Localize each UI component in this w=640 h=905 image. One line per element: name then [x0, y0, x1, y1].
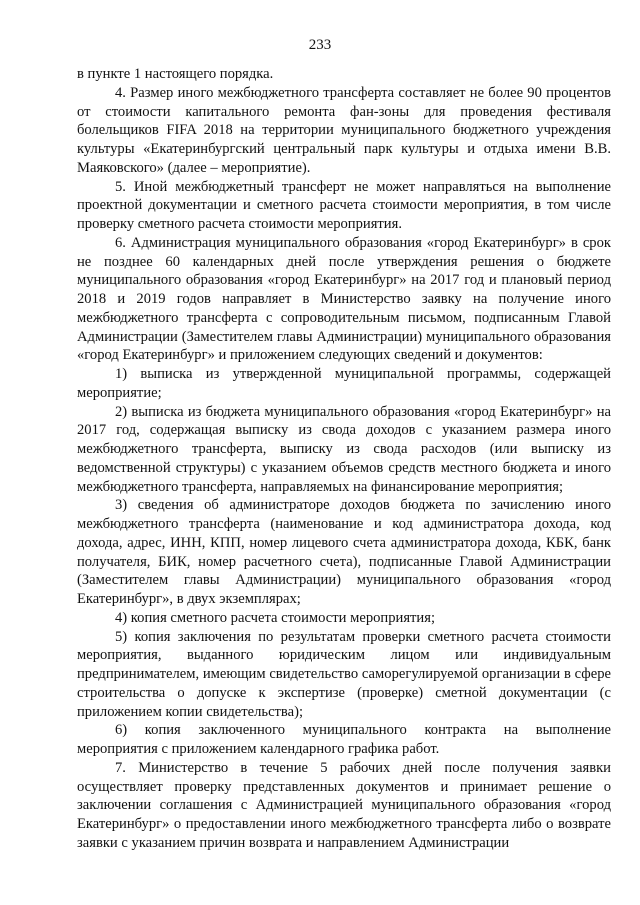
document-body — [77, 65, 611, 853]
paragraph-item-5: 5. Иной межбюджетный трансферт не может направляться на выполнение проектной документации и сметного расчета стоимости мероприятия, в том числе проверку сметного расчета стоимости мероприятия. — [77, 178, 611, 232]
subitem-6: 6) копия заключенного муниципального контракта на выполнение мероприятия с приложением календарного графика работ. — [77, 722, 611, 757]
subitem-3: 3) сведения об администраторе доходов бюджета по зачислению иного межбюджетного трансферта (наименование и код администратора дохода, код дохода, адрес, ИНН, КПП, номер лицевого счета администратора дохода, КБК, банк получателя, БИК, номер расчетного счета), подписанные Главой Администрации (Заместителем главы Администрации) муниципального образования «город Екатеринбург», в двух экземплярах; — [77, 497, 611, 607]
paragraph-item-6: 6. Администрация муниципального образования «город Екатеринбург» в срок не позднее 60 календарных дней после утверждения решения о бюджете муниципального образования «город Екатеринбург» на 2017 год и плановый период 2018 и 2019 годов направляет в Министерство заявку на получение иного межбюджетного трансферта с сопроводительным письмом, подписанным Главой Администрации (Заместителем главы Администрации) муниципального образования «город Екатеринбург» и приложением следующих сведений и документов: — [77, 234, 611, 364]
subitem-4: 4) копия сметного расчета стоимости мероприятия; — [115, 609, 436, 626]
page-number: 233 — [308, 37, 332, 53]
paragraph-continuation: в пункте 1 настоящего порядка. — [77, 66, 274, 82]
subitem-1: 1) выписка из утвержденной муниципальной программы, содержащей мероприятие; — [77, 366, 611, 401]
paragraph-item-7: 7. Министерство в течение 5 рабочих дней после получения заявки осуществляет проверку представленных документов и принимает решение о заключении соглашения с Администрацией муниципального образования «город Екатеринбург» о предоставлении иного межбюджетного трансферта либо о возврате заявки с указанием причин возврата и направлением Администрации — [77, 759, 611, 851]
subitem-2: 2) выписка из бюджета муниципального образования «город Екатеринбург» на 2017 год, содержащая выписку из свода доходов с указанием размера иного межбюджетного трансферта, выписку из свода расходов (или выписку из ведомственной структуры) с указанием объемов средств местного бюджета и иного межбюджетного трансферта, направляемых на финансирование мероприятия; — [77, 403, 611, 495]
subitem-5: 5) копия заключения по результатам проверки сметного расчета стоимости мероприятия, выданного юридическим лицом или индивидуальным предпринимателем, имеющим свидетельство саморегулируемой организации в сфере строительства о допуске к экспертизе (проверке) сметной документации (с приложением копии свидетельства); — [77, 628, 611, 720]
paragraph-item-4: 4. Размер иного межбюджетного трансферта составляет не более 90 процентов от стоимости капитального ремонта фан-зоны для проведения фестиваля болельщиков FIFA 2018 на территории муниципального бюджетного учреждения культуры «Екатеринбургский центральный парк культуры и отдыха имени В.В. Маяковского» (далее – мероприятие). — [77, 84, 611, 176]
